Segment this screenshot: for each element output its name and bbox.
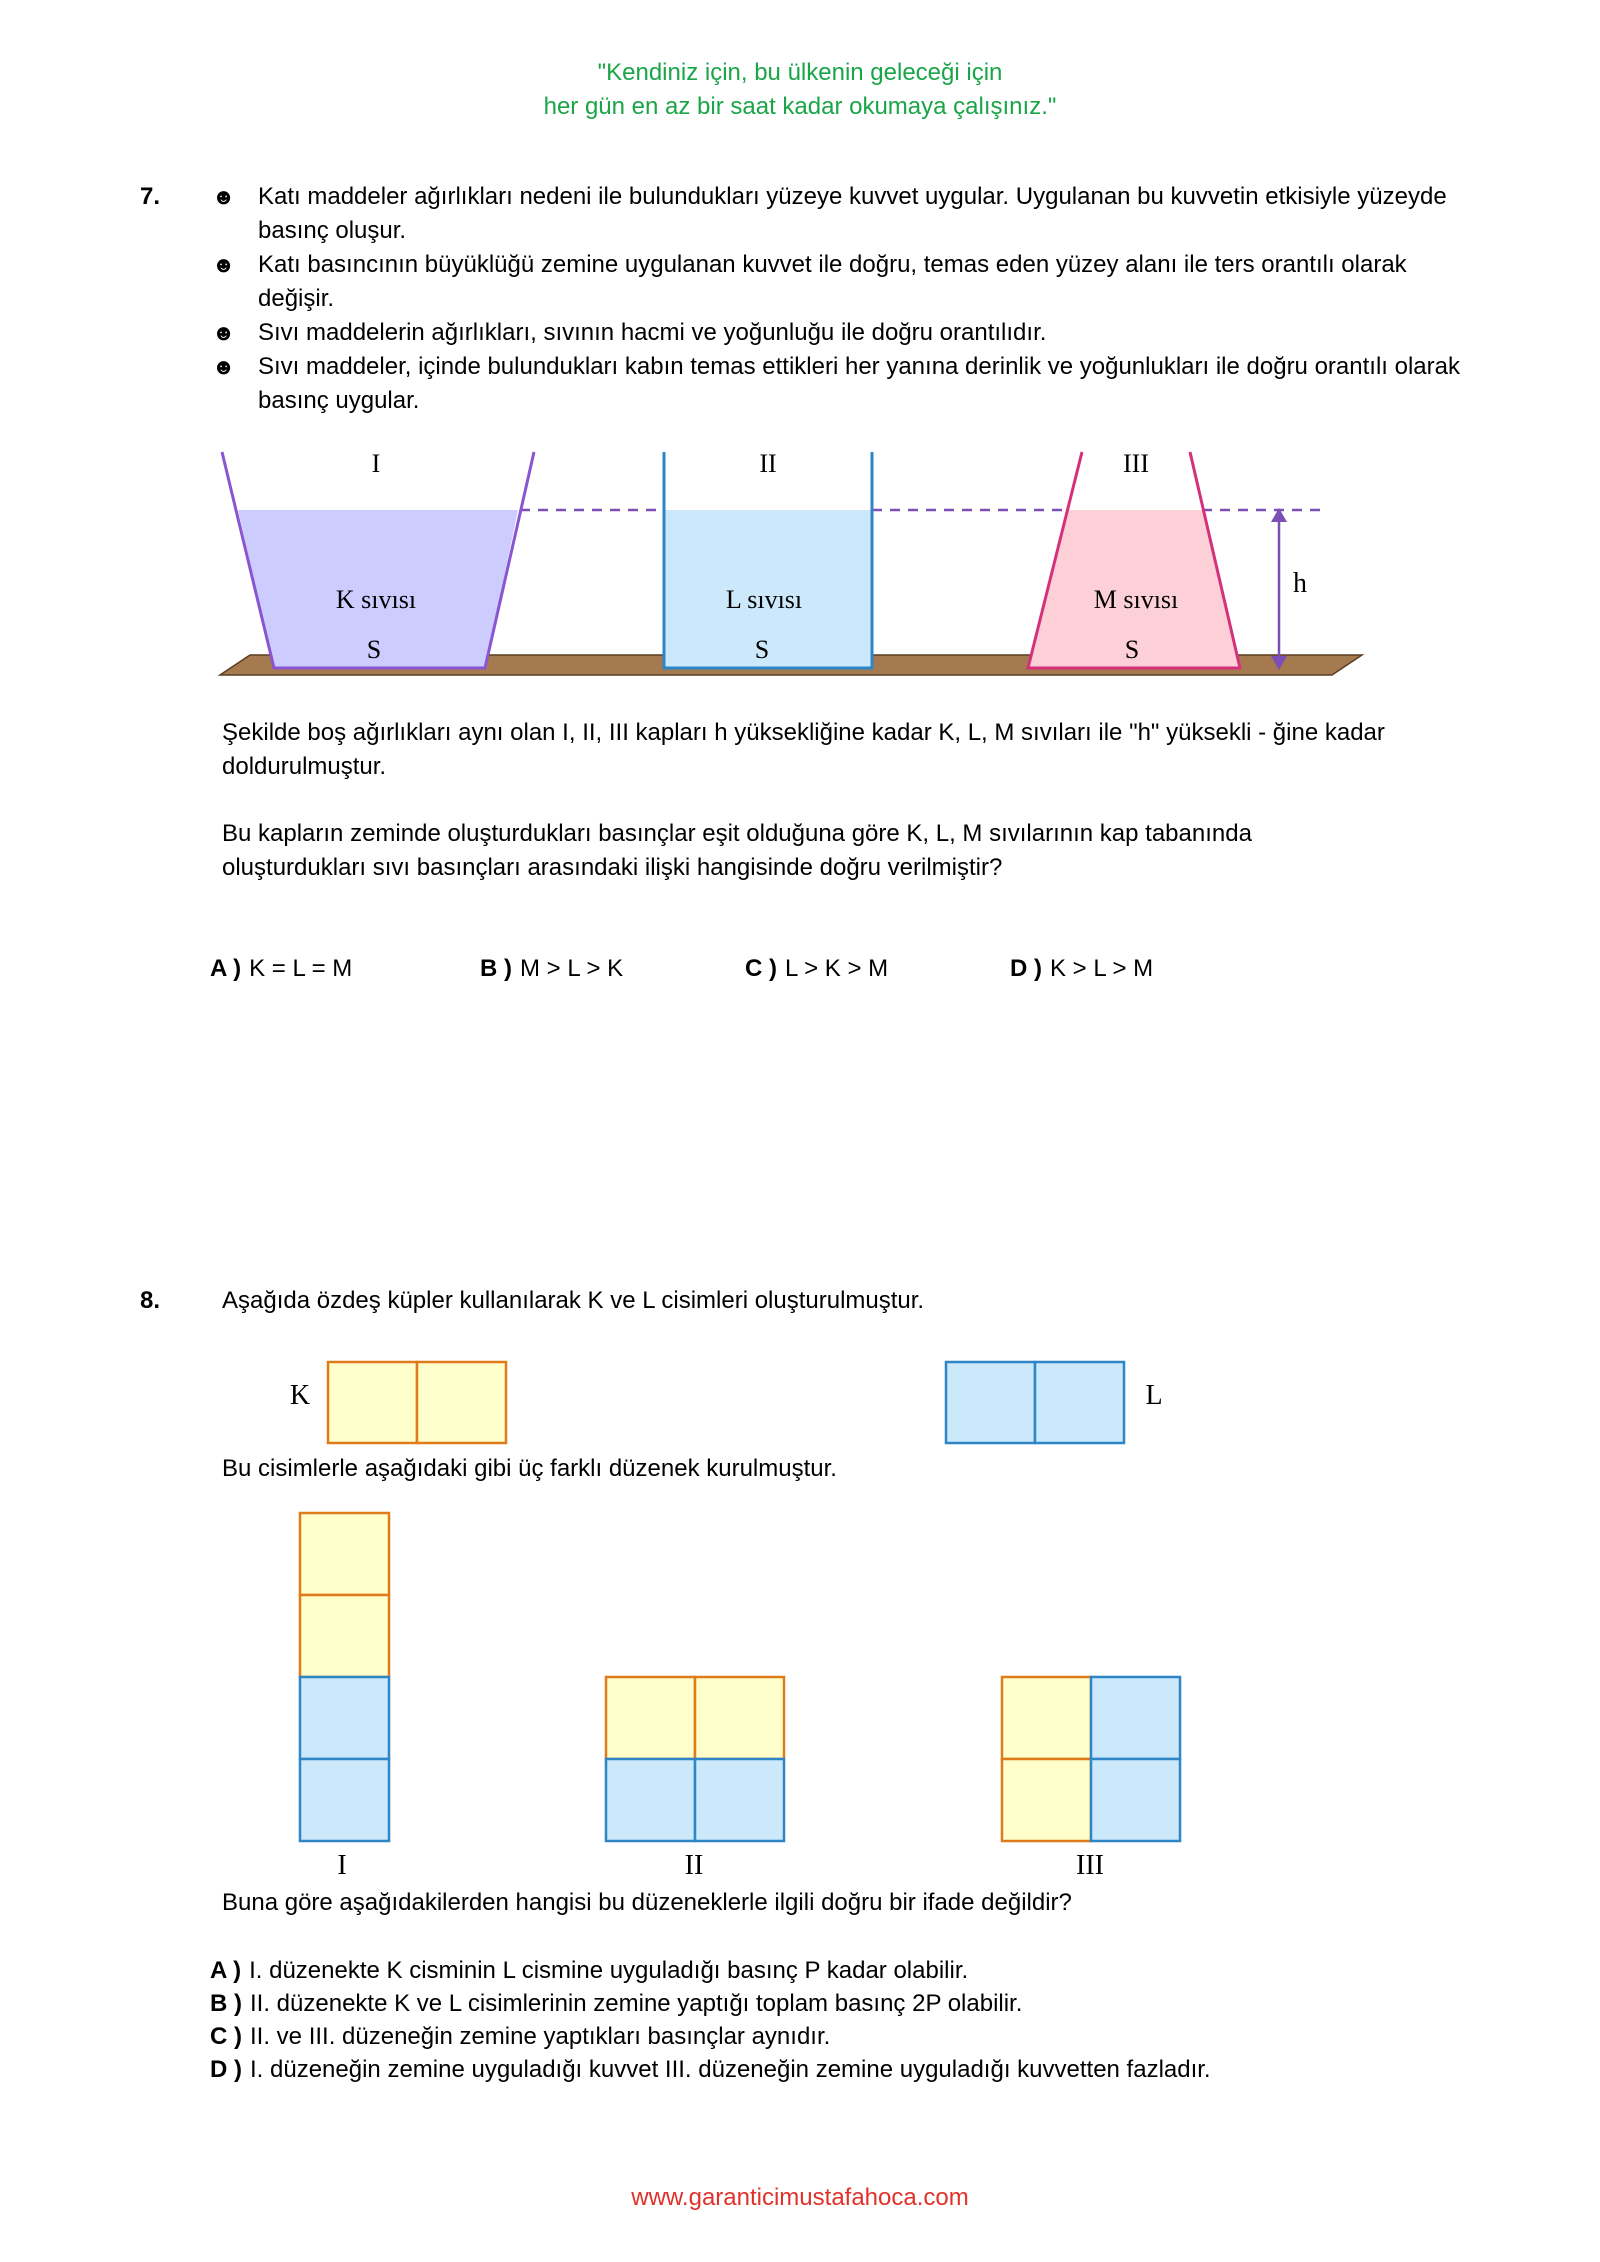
q7-bullet-3-text: Sıvı maddelerin ağırlıkları, sıvının hacmi ve yoğunluğu ile doğru orantılıdır. [258, 319, 1047, 346]
q8-intro: Aşağıda özdeş küpler kullanılarak K ve L cisimleri oluşturulmuştur. [222, 1287, 925, 1314]
option-letter: A ) [210, 955, 242, 982]
setup-III-L-cube-2 [1091, 1759, 1180, 1841]
setup-III-K-cube-1 [1002, 1677, 1091, 1759]
setup-I-label: I [337, 1850, 347, 1881]
q7-containers-figure [0, 430, 1600, 690]
option-letter: A ) [210, 1957, 242, 1984]
setup-I-K-cube-bottom [300, 1595, 389, 1677]
q7-bullet-4-text: Sıvı maddeler, içinde bulundukları kabın temas ettikleri her yanına derinlik ve yoğunlukları ile doğru orantılı olarak basınç uygular. [258, 353, 1460, 414]
object-K-cube-2 [417, 1362, 506, 1443]
setup-II-K-cube-2 [695, 1677, 784, 1759]
option-text: II. ve III. düzeneğin zemine yaptıkları basınçlar aynıdır. [250, 2023, 831, 2050]
q7-option-c[interactable] [745, 952, 888, 986]
container-I-liquid-label: K sıvısı [335, 585, 417, 614]
question-7-number: 7. [140, 183, 161, 210]
option-letter: C ) [210, 2023, 242, 2050]
q7-option-a[interactable] [210, 952, 352, 986]
q7-text-2-content: Bu kapların zeminde oluşturdukları basınçlar eşit olduğuna göre K, L, M sıvılarının kap tabanında oluşturdukları sıvı basınçları arasındaki ilişki hangisinde doğru verilmiştir? [222, 820, 1252, 881]
option-text: K = L = M [249, 955, 353, 982]
object-K-label: K [289, 1380, 311, 1411]
setup-II-K-cube-1 [606, 1677, 695, 1759]
object-K-cube-1 [328, 1362, 417, 1443]
setup-II-L-cube-1 [606, 1759, 695, 1841]
q7-bullet-2-text: Katı basıncının büyüklüğü zemine uygulanan kuvvet ile doğru, temas eden yüzey alanı ile ters orantılı olarak değişir. [258, 251, 1407, 312]
container-III-label: III [1123, 449, 1149, 478]
smiley-icon: ☻ [212, 354, 236, 379]
option-letter: B ) [210, 1990, 242, 2017]
container-III-liquid-label: M sıvısı [1093, 585, 1179, 614]
header-quote-line-1: "Kendiniz için, bu ülkenin geleceği için [597, 59, 1003, 86]
q8-option-d[interactable] [210, 2053, 1211, 2087]
q8-objects-figure [0, 1340, 1600, 1460]
q7-text-1 [222, 716, 1402, 784]
object-L-cube-2 [1035, 1362, 1124, 1443]
q8-setup-text: Bu cisimlerle aşağıdaki gibi üç farklı düzenek kurulmuştur. [222, 1455, 837, 1482]
setup-I-L-cube-top [300, 1677, 389, 1759]
option-text: I. düzeneğin zemine uyguladığı kuvvet III. düzeneğin zemine uyguladığı kuvvetten fazladır. [250, 2056, 1211, 2083]
option-text: K > L > M [1050, 955, 1154, 982]
option-text: L > K > M [785, 955, 889, 982]
setup-III-L-cube-1 [1091, 1677, 1180, 1759]
smiley-icon: ☻ [212, 184, 236, 209]
header-quote-line-2: her gün en az bir saat kadar okumaya çalışınız." [543, 93, 1057, 120]
smiley-icon: ☻ [212, 320, 236, 345]
container-II-liquid-label: L sıvısı [725, 585, 803, 614]
footer-url-link[interactable]: www.garanticimustafahoca.com [631, 2184, 969, 2211]
q8-option-a[interactable] [210, 1954, 968, 1988]
smiley-icon: ☻ [212, 252, 236, 277]
q8-setups-figure [0, 1500, 1600, 1890]
option-letter: D ) [210, 2056, 242, 2083]
option-text: II. düzenekte K ve L cisimlerinin zemine yaptığı toplam basınç 2P olabilir. [250, 1990, 1023, 2017]
container-II-label: II [759, 449, 777, 478]
q7-option-b[interactable] [480, 952, 623, 986]
option-text: I. düzenekte K cisminin L cismine uyguladığı basınç P kadar olabilir. [249, 1957, 969, 1984]
q7-option-d[interactable] [1010, 952, 1153, 986]
setup-I-K-cube-top [300, 1513, 389, 1595]
setup-III-label: III [1076, 1850, 1104, 1881]
container-II-base-label: S [754, 635, 770, 664]
option-letter: C ) [745, 955, 777, 982]
setup-II-L-cube-2 [695, 1759, 784, 1841]
q7-text-2 [222, 817, 1402, 885]
question-8-number: 8. [140, 1287, 161, 1314]
height-label: h [1293, 568, 1307, 599]
object-L-cube-1 [946, 1362, 1035, 1443]
container-III-base-label: S [1124, 635, 1140, 664]
container-I-base-label: S [366, 635, 382, 664]
option-letter: B ) [480, 955, 512, 982]
arrow-up-icon [1271, 508, 1287, 522]
option-text: M > L > K [520, 955, 624, 982]
q7-text-1-content: Şekilde boş ağırlıkları aynı olan I, II, III kapları h yüksekliğine kadar K, L, M sıvıları ile "h" yüksekli - ğine kadar doldurulmuştur. [222, 719, 1385, 780]
container-I-label: I [371, 449, 381, 478]
object-L-label: L [1145, 1380, 1163, 1411]
setup-I-L-cube-bottom [300, 1759, 389, 1841]
setup-III-K-cube-2 [1002, 1759, 1091, 1841]
q8-question: Buna göre aşağıdakilerden hangisi bu düzeneklerle ilgili doğru bir ifade değildir? [222, 1889, 1072, 1916]
q8-option-b[interactable] [210, 1987, 1022, 2021]
q7-bullet-1-text: Katı maddeler ağırlıkları nedeni ile bulundukları yüzeye kuvvet uygular. Uygulanan bu kuvvetin etkisiyle yüzeyde basınç oluşur. [258, 183, 1447, 244]
option-letter: D ) [1010, 955, 1042, 982]
q8-option-c[interactable] [210, 2020, 830, 2054]
setup-II-label: II [684, 1850, 704, 1881]
